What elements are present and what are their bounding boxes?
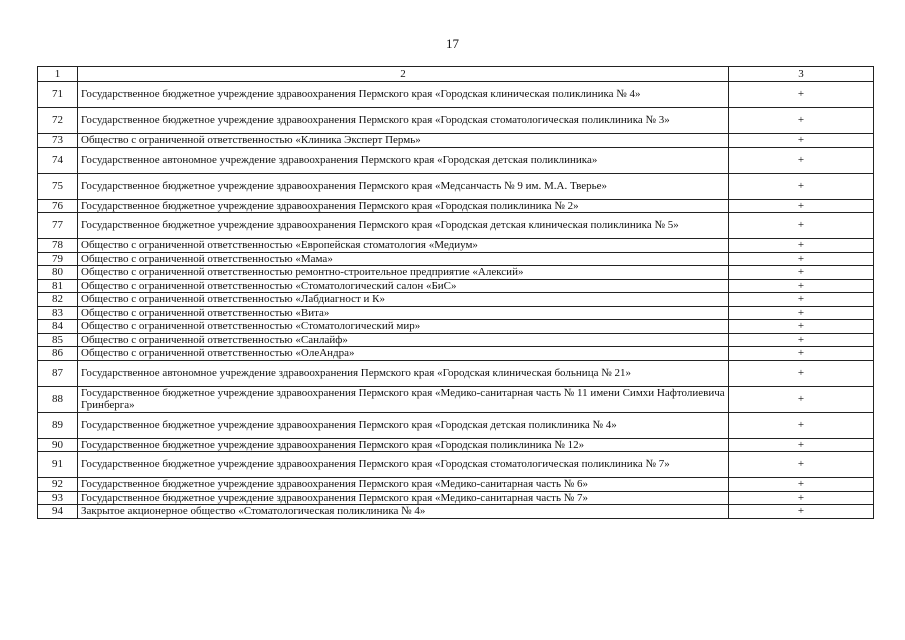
row-number: 88 bbox=[38, 386, 78, 412]
row-number: 76 bbox=[38, 199, 78, 213]
page-number: 17 bbox=[446, 36, 459, 51]
organization-name: Общество с ограниченной ответственностью «Стоматологический мир» bbox=[78, 320, 729, 334]
organization-name: Закрытое акционерное общество «Стоматологическая поликлиника № 4» bbox=[78, 505, 729, 519]
row-number: 86 bbox=[38, 347, 78, 361]
header-col-1: 1 bbox=[38, 67, 78, 82]
organization-name: Государственное бюджетное учреждение здравоохранения Пермского края «Медико-санитарная часть № 11 имени Симхи Нафтолиевича Гринберга» bbox=[78, 386, 729, 412]
table-row bbox=[38, 386, 874, 412]
row-mark: + bbox=[729, 412, 874, 438]
row-mark: + bbox=[729, 347, 874, 361]
table-row bbox=[38, 452, 874, 478]
header-col-2: 2 bbox=[78, 67, 729, 82]
table-row bbox=[38, 347, 874, 361]
organization-name: Государственное бюджетное учреждение здравоохранения Пермского края «Городская детская поликлиника № 4» bbox=[78, 412, 729, 438]
row-mark: + bbox=[729, 438, 874, 452]
table-row bbox=[38, 252, 874, 266]
organization-name: Государственное автономное учреждение здравоохранения Пермского края «Городская детская поликлиника» bbox=[78, 147, 729, 173]
row-mark: + bbox=[729, 360, 874, 386]
row-mark: + bbox=[729, 505, 874, 519]
organization-name: Общество с ограниченной ответственностью «Мама» bbox=[78, 252, 729, 266]
table-row bbox=[38, 213, 874, 239]
row-number: 75 bbox=[38, 173, 78, 199]
organization-name: Общество с ограниченной ответственностью «Вита» bbox=[78, 306, 729, 320]
table-row bbox=[38, 173, 874, 199]
row-mark: + bbox=[729, 213, 874, 239]
organization-name: Государственное бюджетное учреждение здравоохранения Пермского края «Городская поликлиника № 2» bbox=[78, 199, 729, 213]
table-row bbox=[38, 147, 874, 173]
row-number: 74 bbox=[38, 147, 78, 173]
organization-name: Государственное бюджетное учреждение здравоохранения Пермского края «Медсанчасть № 9 им. М.А. Тверье» bbox=[78, 173, 729, 199]
row-number: 77 bbox=[38, 213, 78, 239]
table-body bbox=[38, 67, 874, 519]
table-row bbox=[38, 239, 874, 253]
row-number: 85 bbox=[38, 333, 78, 347]
row-mark: + bbox=[729, 279, 874, 293]
row-number: 78 bbox=[38, 239, 78, 253]
row-number: 72 bbox=[38, 108, 78, 134]
row-mark: + bbox=[729, 134, 874, 148]
row-mark: + bbox=[729, 266, 874, 280]
organization-name: Общество с ограниченной ответственностью «Европейская стоматология «Медиум» bbox=[78, 239, 729, 253]
organization-name: Государственное бюджетное учреждение здравоохранения Пермского края «Медико-санитарная часть № 7» bbox=[78, 491, 729, 505]
table-row bbox=[38, 438, 874, 452]
organization-name: Государственное автономное учреждение здравоохранения Пермского края «Городская клиническая больница № 21» bbox=[78, 360, 729, 386]
row-number: 82 bbox=[38, 293, 78, 307]
table-row bbox=[38, 478, 874, 492]
row-mark: + bbox=[729, 82, 874, 108]
table-row bbox=[38, 279, 874, 293]
row-mark: + bbox=[729, 333, 874, 347]
table-row bbox=[38, 134, 874, 148]
row-mark: + bbox=[729, 491, 874, 505]
table-row bbox=[38, 333, 874, 347]
organization-name: Государственное бюджетное учреждение здравоохранения Пермского края «Городская поликлиника № 12» bbox=[78, 438, 729, 452]
row-number: 84 bbox=[38, 320, 78, 334]
row-mark: + bbox=[729, 320, 874, 334]
row-number: 80 bbox=[38, 266, 78, 280]
row-number: 90 bbox=[38, 438, 78, 452]
row-mark: + bbox=[729, 147, 874, 173]
row-mark: + bbox=[729, 173, 874, 199]
row-mark: + bbox=[729, 452, 874, 478]
row-mark: + bbox=[729, 199, 874, 213]
table-row bbox=[38, 266, 874, 280]
row-mark: + bbox=[729, 306, 874, 320]
row-number: 92 bbox=[38, 478, 78, 492]
organization-name: Общество с ограниченной ответственностью «Санлайф» bbox=[78, 333, 729, 347]
table-row bbox=[38, 320, 874, 334]
row-mark: + bbox=[729, 108, 874, 134]
table-row bbox=[38, 108, 874, 134]
organization-name: Государственное бюджетное учреждение здравоохранения Пермского края «Городская стоматологическая поликлиника № 3» bbox=[78, 108, 729, 134]
row-number: 93 bbox=[38, 491, 78, 505]
organization-name: Общество с ограниченной ответственностью «Лабдиагност и К» bbox=[78, 293, 729, 307]
organization-name: Государственное бюджетное учреждение здравоохранения Пермского края «Городская клиническая поликлиника № 4» bbox=[78, 82, 729, 108]
row-number: 89 bbox=[38, 412, 78, 438]
table-header-row bbox=[38, 67, 874, 82]
table-row bbox=[38, 491, 874, 505]
organization-name: Общество с ограниченной ответственностью «Стоматологический салон «БиС» bbox=[78, 279, 729, 293]
row-number: 79 bbox=[38, 252, 78, 266]
table-row bbox=[38, 199, 874, 213]
table-row bbox=[38, 412, 874, 438]
organization-name: Общество с ограниченной ответственностью ремонтно-строительное предприятие «Алексий» bbox=[78, 266, 729, 280]
organization-name: Государственное бюджетное учреждение здравоохранения Пермского края «Медико-санитарная часть № 6» bbox=[78, 478, 729, 492]
table-row bbox=[38, 360, 874, 386]
table-row bbox=[38, 293, 874, 307]
header-col-3: 3 bbox=[729, 67, 874, 82]
table-row bbox=[38, 306, 874, 320]
row-number: 83 bbox=[38, 306, 78, 320]
row-mark: + bbox=[729, 386, 874, 412]
row-mark: + bbox=[729, 478, 874, 492]
row-number: 81 bbox=[38, 279, 78, 293]
row-number: 94 bbox=[38, 505, 78, 519]
row-mark: + bbox=[729, 252, 874, 266]
table-row bbox=[38, 505, 874, 519]
table-row bbox=[38, 82, 874, 108]
row-mark: + bbox=[729, 239, 874, 253]
row-number: 87 bbox=[38, 360, 78, 386]
organization-name: Общество с ограниченной ответственностью «ОлеАндра» bbox=[78, 347, 729, 361]
row-mark: + bbox=[729, 293, 874, 307]
row-number: 71 bbox=[38, 82, 78, 108]
organization-name: Государственное бюджетное учреждение здравоохранения Пермского края «Городская стоматологическая поликлиника № 7» bbox=[78, 452, 729, 478]
organization-name: Общество с ограниченной ответственностью «Клиника Эксперт Пермь» bbox=[78, 134, 729, 148]
row-number: 91 bbox=[38, 452, 78, 478]
row-number: 73 bbox=[38, 134, 78, 148]
organization-name: Государственное бюджетное учреждение здравоохранения Пермского края «Городская детская клиническая поликлиника № 5» bbox=[78, 213, 729, 239]
organizations-table bbox=[37, 66, 874, 519]
